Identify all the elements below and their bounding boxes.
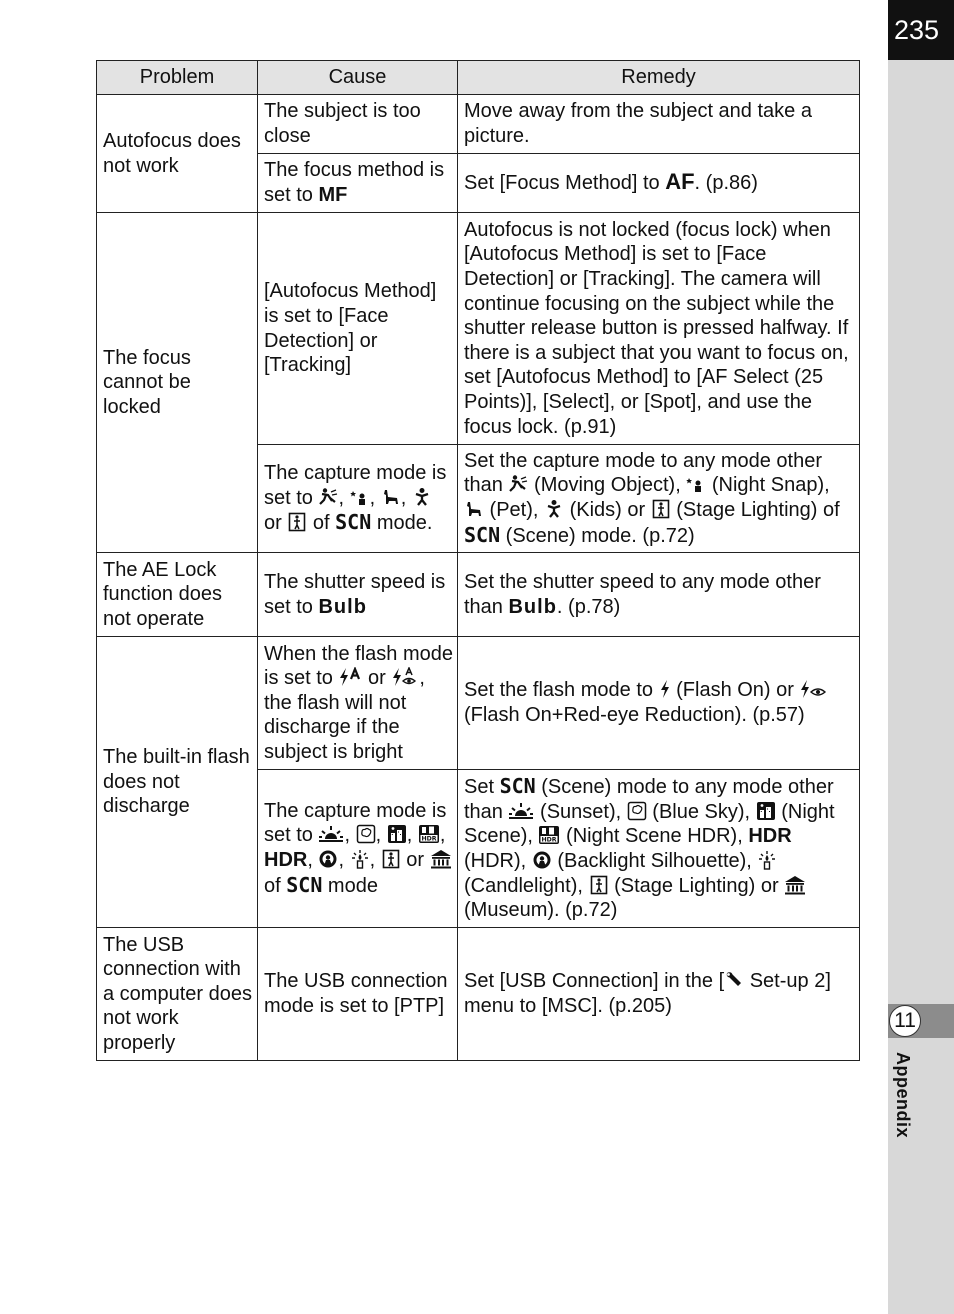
stage-lighting-icon	[287, 512, 307, 532]
cause-cell: The subject is too close	[258, 95, 458, 154]
header-remedy: Remedy	[458, 61, 860, 95]
hdr-label: HDR	[748, 825, 792, 848]
table-row	[97, 213, 860, 445]
night-scene-icon	[387, 824, 407, 844]
cause-text: The shutter speed is set to	[264, 570, 446, 618]
problem-cell: The focus cannot be locked	[97, 213, 258, 553]
stage-lighting-icon	[589, 875, 609, 895]
night-snap-icon	[686, 474, 706, 494]
cause-text: , the flash will not discharge if the subject is bright	[264, 667, 425, 763]
remedy-text: Set	[464, 776, 500, 799]
night-scene-hdr-icon	[538, 825, 560, 845]
problem-cell: The USB connection with a computer does not work properly	[97, 928, 258, 1061]
moving-object-icon	[318, 487, 338, 507]
scn-label: SCN	[499, 774, 536, 799]
table-header-row	[97, 61, 860, 95]
table-row	[97, 553, 860, 637]
chapter-label: Appendix	[893, 1052, 913, 1139]
cause-text: of	[307, 512, 336, 535]
remedy-text: (Flash On) or	[670, 679, 800, 702]
scn-label: SCN	[464, 522, 501, 547]
cause-text: The capture mode is set to	[264, 462, 447, 509]
remedy-text: Set [Focus Method] to	[464, 172, 666, 195]
remedy-text: (Pet),	[484, 499, 545, 521]
cause-text: or	[264, 512, 288, 535]
cause-cell: The capture mode is set to , , , , HDR, , , or of SCN mode	[258, 770, 458, 928]
page-number: 235	[888, 0, 954, 60]
problem-cell: Autofocus does not work	[97, 95, 258, 213]
remedy-text: Set [USB Connection] in the [	[464, 970, 725, 993]
flash-red-eye-icon	[799, 679, 827, 699]
blue-sky-icon	[356, 824, 376, 844]
backlight-silhouette-icon	[532, 850, 552, 870]
blue-sky-icon	[627, 801, 647, 821]
remedy-cell: Move away from the subject and take a picture.	[458, 95, 860, 154]
remedy-cell	[458, 928, 860, 1061]
remedy-cell	[458, 154, 860, 213]
moving-object-icon	[508, 474, 528, 494]
remedy-text: Set-up 2] menu to [MSC]. (p.205)	[464, 970, 831, 1017]
kids-icon	[544, 499, 564, 519]
remedy-cell	[458, 770, 860, 928]
remedy-text: . (p.78)	[556, 595, 621, 618]
sunset-icon	[508, 801, 534, 821]
cause-text: or	[362, 667, 392, 690]
remedy-text: . (p.86)	[694, 172, 758, 195]
flash-auto-red-eye-icon	[391, 667, 419, 687]
sunset-icon	[318, 824, 344, 844]
cause-cell	[258, 637, 458, 770]
header-cause: Cause	[258, 61, 458, 95]
cause-text: of	[264, 874, 287, 897]
candlelight-icon	[350, 849, 370, 869]
chapter-label-wrap	[892, 1052, 918, 1162]
problem-cell: The AE Lock function does not operate	[97, 553, 258, 637]
remedy-text: (Backlight Silhouette),	[551, 850, 758, 872]
header-problem: Problem	[97, 61, 258, 95]
remedy-text: (Night Snap),	[706, 474, 830, 497]
stage-lighting-icon	[651, 499, 671, 519]
stage-lighting-icon	[381, 849, 401, 869]
af-label: AF	[665, 169, 695, 195]
remedy-text: (Candlelight),	[464, 874, 589, 897]
remedy-text: (Night Scene HDR),	[560, 825, 749, 848]
remedy-text: (Moving Object),	[528, 474, 687, 497]
backlight-silhouette-icon	[318, 849, 338, 869]
flash-on-icon	[659, 679, 671, 699]
remedy-text: Set the capture mode to any mode other than	[464, 449, 822, 497]
cause-cell	[258, 553, 458, 637]
remedy-cell	[458, 445, 860, 553]
cause-text: The focus method is set to	[264, 159, 445, 206]
remedy-cell	[458, 637, 860, 770]
remedy-text: (Kids) or	[564, 499, 651, 521]
wrench-icon	[724, 970, 744, 990]
chapter-number: 11	[889, 1005, 921, 1037]
table-row	[97, 95, 860, 154]
remedy-text: Set the flash mode to	[464, 679, 659, 702]
cause-text: or	[400, 849, 430, 871]
night-scene-icon	[756, 801, 776, 821]
cause-cell: The USB connection mode is set to [PTP]	[258, 928, 458, 1061]
cause-cell	[258, 154, 458, 213]
troubleshooting-table	[96, 60, 860, 1061]
scn-label: SCN	[286, 872, 323, 897]
bulb-label: Bulb	[508, 595, 557, 618]
mf-label: MF	[318, 184, 348, 206]
scn-label: SCN	[335, 510, 372, 535]
remedy-text: (HDR),	[464, 850, 532, 872]
cause-cell: The capture mode is set to , , , or of SCN mode.	[258, 445, 458, 553]
remedy-text: (Sunset),	[534, 800, 627, 823]
bulb-label: Bulb	[318, 595, 367, 618]
cause-text: mode	[322, 874, 378, 897]
cause-text: When the flash mode is set to	[264, 642, 453, 690]
table-row	[97, 928, 860, 1061]
candlelight-icon	[757, 850, 777, 870]
remedy-text: (Museum). (p.72)	[464, 899, 618, 922]
cause-text: The capture mode is set to	[264, 799, 447, 847]
remedy-cell: Autofocus is not locked (focus lock) when [Autofocus Method] is set to [Face Detection] or [Tracking]. The camera will continue focusing on the subject while the shutter release button is pressed halfway. If there is a subject that you want to focus on, set [Autofocus Method] to [AF Select (25 Points)], [Select], or [Spot], and use the focus lock. (p.91)	[458, 213, 860, 445]
remedy-cell	[458, 553, 860, 637]
night-scene-hdr-icon	[418, 824, 440, 844]
kids-icon	[412, 487, 432, 507]
cause-cell: [Autofocus Method] is set to [Face Detection] or [Tracking]	[258, 213, 458, 445]
remedy-text: (Stage Lighting) of	[670, 499, 840, 521]
remedy-text: (Stage Lighting) or	[608, 874, 785, 897]
cause-text: mode.	[371, 512, 433, 535]
museum-icon	[430, 849, 452, 869]
remedy-text: Set the shutter speed to any mode other than	[464, 570, 821, 618]
pet-icon	[464, 499, 484, 519]
hdr-label: HDR	[264, 849, 308, 871]
museum-icon	[784, 875, 806, 895]
pet-icon	[381, 487, 401, 507]
remedy-text: (Night Scene),	[464, 800, 835, 848]
table-row	[97, 637, 860, 770]
flash-auto-icon	[338, 667, 362, 687]
remedy-text: (Flash On+Red-eye Reduction). (p.57)	[464, 704, 805, 726]
remedy-text: (Blue Sky),	[646, 800, 756, 823]
night-snap-icon	[350, 487, 370, 507]
remedy-text: (Scene) mode to any mode other than	[464, 776, 834, 823]
problem-cell: The built-in flash does not discharge	[97, 637, 258, 928]
remedy-text: (Scene) mode. (p.72)	[500, 524, 695, 547]
